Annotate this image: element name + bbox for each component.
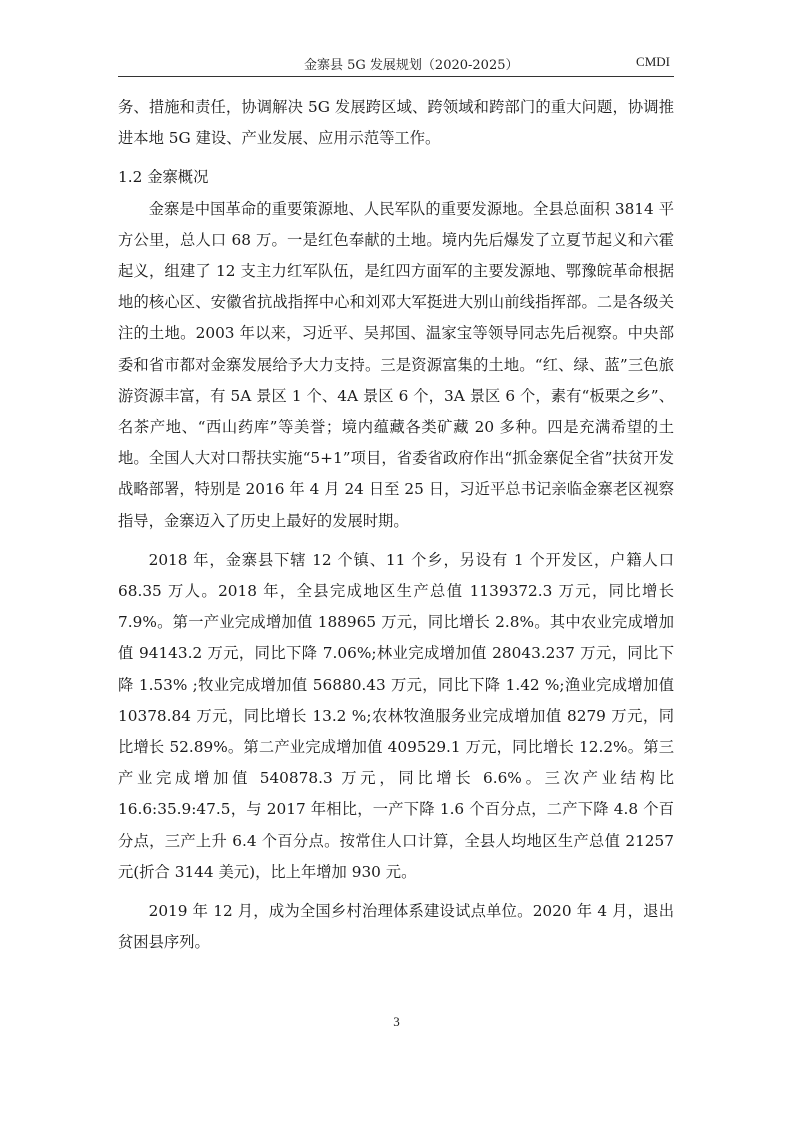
organization-label: CMDI xyxy=(636,54,670,69)
header-divider xyxy=(118,76,674,77)
page-header xyxy=(118,54,674,76)
paragraph-continued: 务、措施和责任，协调解决 5G 发展跨区域、跨领域和跨部门的重大问题，协调推进本地 5G 建设、产业发展、应用示范等工作。 xyxy=(118,98,674,148)
paragraph-economy-2018: 2018 年，金寨县下辖 12 个镇、11 个乡，另设有 1 个开发区，户籍人口 68.35 万人。2018 年，全县完成地区生产总值 1139372.3 万元，同比增长 7.9%。第一产业完成增加值 188965 万元，同比增长 2.8%。其中农业完成增加值 94143.2 万元，同比下降 7.06%;林业完成增加值 28043.237 万元，同比下降 1.53% ;牧业完成增加值 56880.43 万元，同比下降 1.42 %;渔业完成增加值 10378.84 万元，同比增长 13.2 %;农林牧渔服务业完成增加值 8279 万元，同比增长 52.89%。第二产业完成增加值 409529.1 万元，同比增长 12.2%。第三产业完成增加值 540878.3 万元，同比增长 6.6%。三次产业结构比 16.6:35.9:47.5，与 2017 年相比，一产下降 1.6 个百分点，二产下降 4.8 个百分点，三产上升 6.4 个百分点。按常住人口计算，全县人均地区生产总值 21257 元(折合 3144 美元)，比上年增加 930 元。 xyxy=(118,550,674,881)
paragraph-2019: 2019 年 12 月，成为全国乡村治理体系建设试点单位。2020 年 4 月，退出贫困县序列。 xyxy=(118,902,674,952)
document-body xyxy=(118,92,674,966)
page-number: 3 xyxy=(393,1014,400,1029)
paragraph-overview: 金寨是中国革命的重要策源地、人民军队的重要发源地。全县总面积 3814 平方公里，总人口 68 万。一是红色奉献的土地。境内先后爆发了立夏节起义和六霍起义，组建了 12 支主力红军队伍，是红四方面军的主要发源地、鄂豫皖革命根据地的核心区、安徽省抗战指挥中心和刘邓大军挺进大别山前线指挥部。二是各级关注的土地。2003 年以来，习近平、吴邦国、温家宝等领导同志先后视察。中央部委和省市都对金寨发展给予大力支持。三是资源富集的土地。“红、绿、蓝”三色旅游资源丰富，有 5A 景区 1 个、4A 景区 6 个，3A 景区 6 个，素有“板栗之乡”、名茶产地、“西山药库”等美誉；境内蕴藏各类矿藏 20 多种。四是充满希望的土地。全国人大对口帮扶实施“5+1”项目，省委省政府作出“抓金寨促全省”扶贫开发战略部署，特别是 2016 年 4 月 24 日至 25 日，习近平总书记亲临金寨老区视察指导，金寨迈入了历史上最好的发展时期。 xyxy=(118,199,674,530)
document-title: 金寨县 5G 发展规划（2020-2025） xyxy=(304,58,519,73)
section-heading: 1.2 金寨概况 xyxy=(118,168,209,187)
